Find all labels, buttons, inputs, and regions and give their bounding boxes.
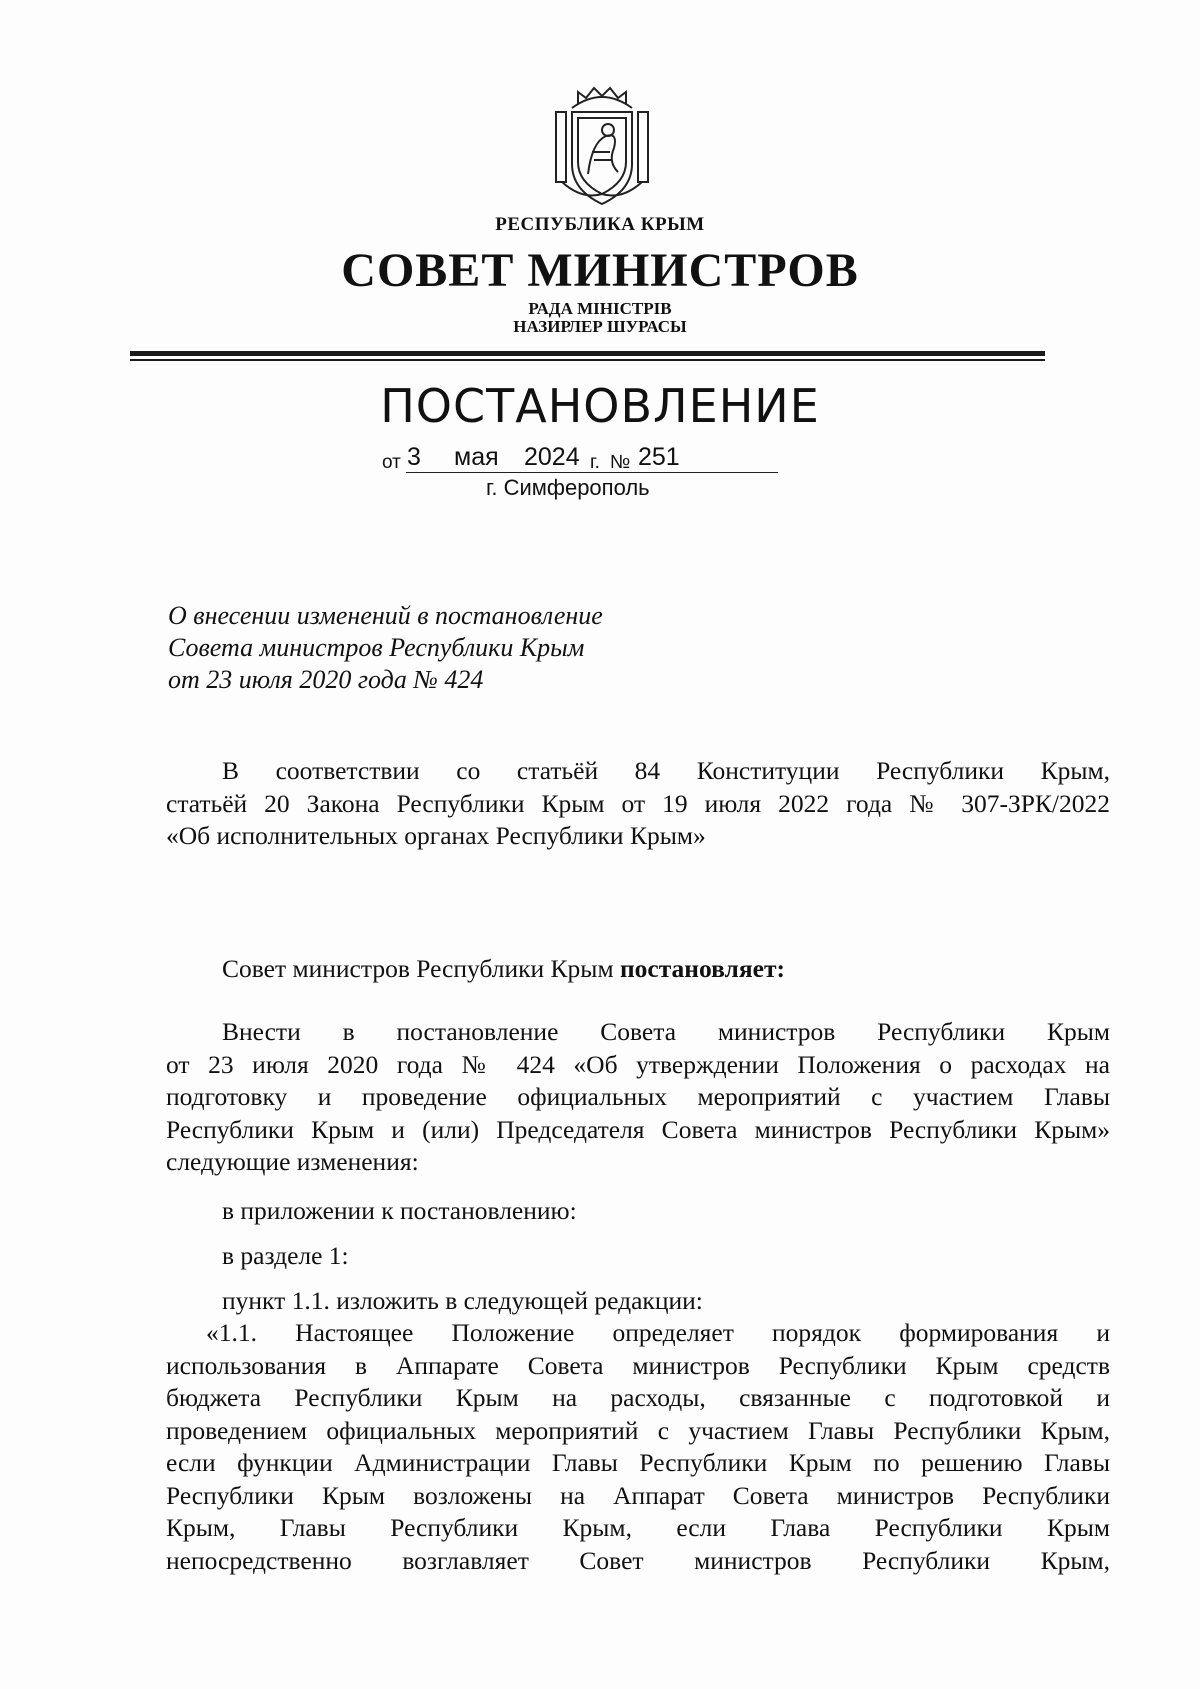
annex-reference: в приложении к постановлению: (222, 1196, 577, 1225)
council-title: СОВЕТ МИНИСТРОВ (341, 244, 859, 297)
paragraph-line: статьёй 20 Закона Республики Крым от 19 июля 2022 года № 307-ЗРК/2022 (166, 788, 1110, 818)
paragraph-line: В соответствии со статьёй 84 Конституции Республики Крым, (222, 756, 1110, 785)
decree-statement (166, 953, 1110, 986)
decree-subject: Совет министров Республики Крым (222, 954, 614, 983)
issuing-city: г. Симферополь (486, 475, 650, 500)
paragraph-line: Республики Крым и (или) Председателя Совета министров Республики Крым» (166, 1114, 1110, 1144)
title-line: Совета министров Республики Крым (168, 633, 585, 662)
new-clause-text (166, 1317, 1110, 1577)
paragraph-line: следующие изменения: (166, 1147, 419, 1176)
paragraph-line: использования в Аппарате Совета министров Республики Крым средств (166, 1350, 1110, 1380)
date-month: мая (454, 443, 499, 471)
resolution-date-line (382, 440, 802, 474)
date-year: 2024 (524, 443, 580, 471)
title-line: от 23 июля 2020 года № 424 (168, 665, 484, 694)
council-title-ukrainian: РАДА МІНІСТРІВ (528, 299, 672, 318)
header-divider-thin (130, 359, 1045, 361)
date-day: 3 (407, 443, 421, 471)
date-prefix: от (382, 452, 401, 473)
clause-instruction: пункт 1.1. изложить в следующей редакции: (222, 1286, 703, 1315)
document-type-heading: ПОСТАНОВЛЕНИЕ (380, 379, 820, 433)
paragraph-line: «Об исполнительных органах Республики Крым» (166, 821, 706, 850)
number-sign: № (610, 452, 631, 473)
paragraph-line: Внести в постановление Совета министров Республики Крым (222, 1017, 1110, 1046)
resolution-title (168, 600, 603, 696)
resolution-number: 251 (638, 443, 680, 471)
paragraph-line: непосредственно возглавляет Совет министров Республики Крым, (166, 1545, 1110, 1575)
date-year-suffix: г. (590, 452, 600, 473)
header-divider-thick (130, 351, 1045, 356)
section-reference: в разделе 1: (222, 1241, 349, 1270)
paragraph-line: Крым, Главы Республики Крым, если Глава Республики Крым (166, 1513, 1110, 1542)
paragraph-line: «1.1. Настоящее Положение определяет порядок формирования и (206, 1318, 1110, 1347)
paragraph-line: проведением официальных мероприятий с участием Главы Республики Крым, (166, 1415, 1110, 1445)
paragraph-line: от 23 июля 2020 года № 424 «Об утверждении Положения о расходах на (166, 1049, 1110, 1079)
title-line: О внесении изменений в постановление (168, 601, 603, 630)
republic-name: РЕСПУБЛИКА КРЫМ (495, 214, 705, 235)
council-title-crimean-tatar: НАЗИРЛЕР ШУРАСЫ (513, 317, 687, 336)
legal-basis-paragraph (166, 755, 1110, 853)
crimea-coat-of-arms-icon (548, 82, 656, 210)
paragraph-line: бюджета Республики Крым на расходы, связанные с подготовкой и (166, 1383, 1110, 1412)
paragraph-line: если функции Администрации Главы Республики Крым по решению Главы (166, 1448, 1110, 1477)
amendment-paragraph (166, 1016, 1110, 1179)
paragraph-line: Республики Крым возложены на Аппарат Совета министров Республики (166, 1480, 1110, 1510)
decree-verb: постановляет: (619, 954, 785, 983)
paragraph-line: подготовку и проведение официальных мероприятий с участием Главы (166, 1082, 1110, 1111)
